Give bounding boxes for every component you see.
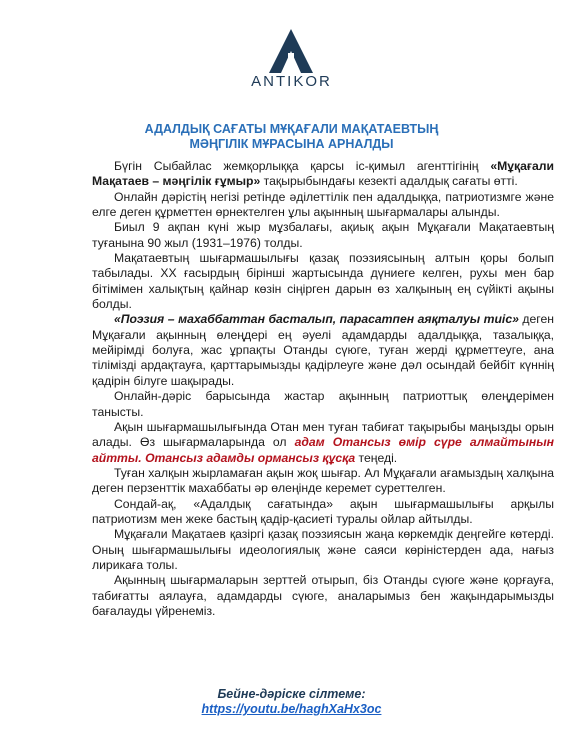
antikor-logo-icon [261,29,321,73]
paragraph-5 [92,312,554,389]
paragraph-7-highlight: адам Отансыз өмір сүре алмайтынын айтты. Отансыз адамды ормансыз құсқа [92,435,554,465]
title-line-2: МӘҢГІЛІК МҰРАСЫНА АРНАЛДЫ [189,137,394,151]
paragraph-1-bold: «Мұқағали Мақатаев – мәңгілік ғұмыр» [92,159,554,189]
video-link-label: Бейне-дәріске сілтеме: [217,687,366,701]
paragraph-5-text: деген Мұқағали ақынның өлеңдері ең әуелі адамдарды адалдыққа, тазалыққа, мейірімді болуға, жас ұрпақты Отанды сүюге, туған жерді құрметтеуге, ана тілімізді ардақтауға, қарттарымызды қадірлеуге және дәл осындай бейбіт күннің қадірін білуге шақырады. [92,312,554,388]
paragraph-1-text: Бүгін Сыбайлас жемқорлыққа қарсы іс-қимыл агенттігінің [114,159,491,173]
paragraph-1 [92,159,554,190]
title-line-1: АДАЛДЫҚ САҒАТЫ МҰҚАҒАЛИ МАҚАТАЕВТЫҢ [144,122,439,136]
paragraph-7-text: Ақын шығармашылығында Отан мен туған табиғат тақырыбы маңызды орын алады. Өз шығармаларында ол [92,419,554,450]
paragraph-10: Мұқағали Мақатаев қазіргі қазақ поэзиясын жаңа көркемдік деңгейге көтерді. Оның шығармашылығы идеологиялық және саяси көріністерден ада, нағыз лирикаға толы. [92,527,554,572]
paragraph-4: Мақатаевтың шығармашылығы қазақ поэзиясының алтын қоры болып табылады. ХХ ғасырдың бірінші жартысында дүниеге келген, рухы мен бар бітімімен халықтың қайнар көзін сіңірген дарын өз халқының ең сүйікті ақыны болды. [92,251,554,312]
paragraph-2: Онлайн дәрістің негізі ретінде әділеттілік пен адалдыққа, патриотизмге және елге деген құрметтен өрнектелген ұлы ақынның шығармалары алынды. [92,189,554,220]
paragraph-1-text-end: тақырыбындағы кезекті адалдық сағаты өтті. [260,174,518,189]
paragraph-8: Туған халқын жырламаған ақын жоқ шығар. Ал Мұқағали ағамыздың халқына деген перзенттік махаббаты әр өлеңінде керемет суреттелген. [92,465,554,496]
paragraph-5-quote: «Поэзия – махаббаттан басталып, парасатпен аяқталуы тиіс» [114,312,519,327]
document-body [92,159,554,619]
paragraph-9: Сондай-ақ, «Адалдық сағатында» ақын шығармашылығы арқылы патриотизм мен жеке бастың қадір-қасиеті туралы ойлар айтылды. [92,496,554,526]
document-page [3,3,574,747]
paragraph-6: Онлайн-дәріс барысында жастар ақынның патриоттық өлеңдерімен танысты. [92,389,554,419]
video-link[interactable]: https://youtu.be/haghXaHx3oc [201,702,382,716]
paragraph-11: Ақынның шығармаларын зерттей отырып, біз Отанды сүюге және қорғауға, табиғатты аялауға, адамдарды сүюге, аналарымыз бен жақындарымызды бағалауды үйренеміз. [92,573,554,618]
paragraph-7 [92,420,554,466]
paragraph-7-text-end: теңеді. [355,450,398,465]
logo-text: ANTIKOR [251,73,332,90]
paragraph-3: Биыл 9 ақпан күні жыр мұзбалағы, ақиық ақын Мұқағали Мақатаевтың туғанына 90 жыл (1931–1976) толды. [92,220,554,250]
document-title [3,122,577,152]
